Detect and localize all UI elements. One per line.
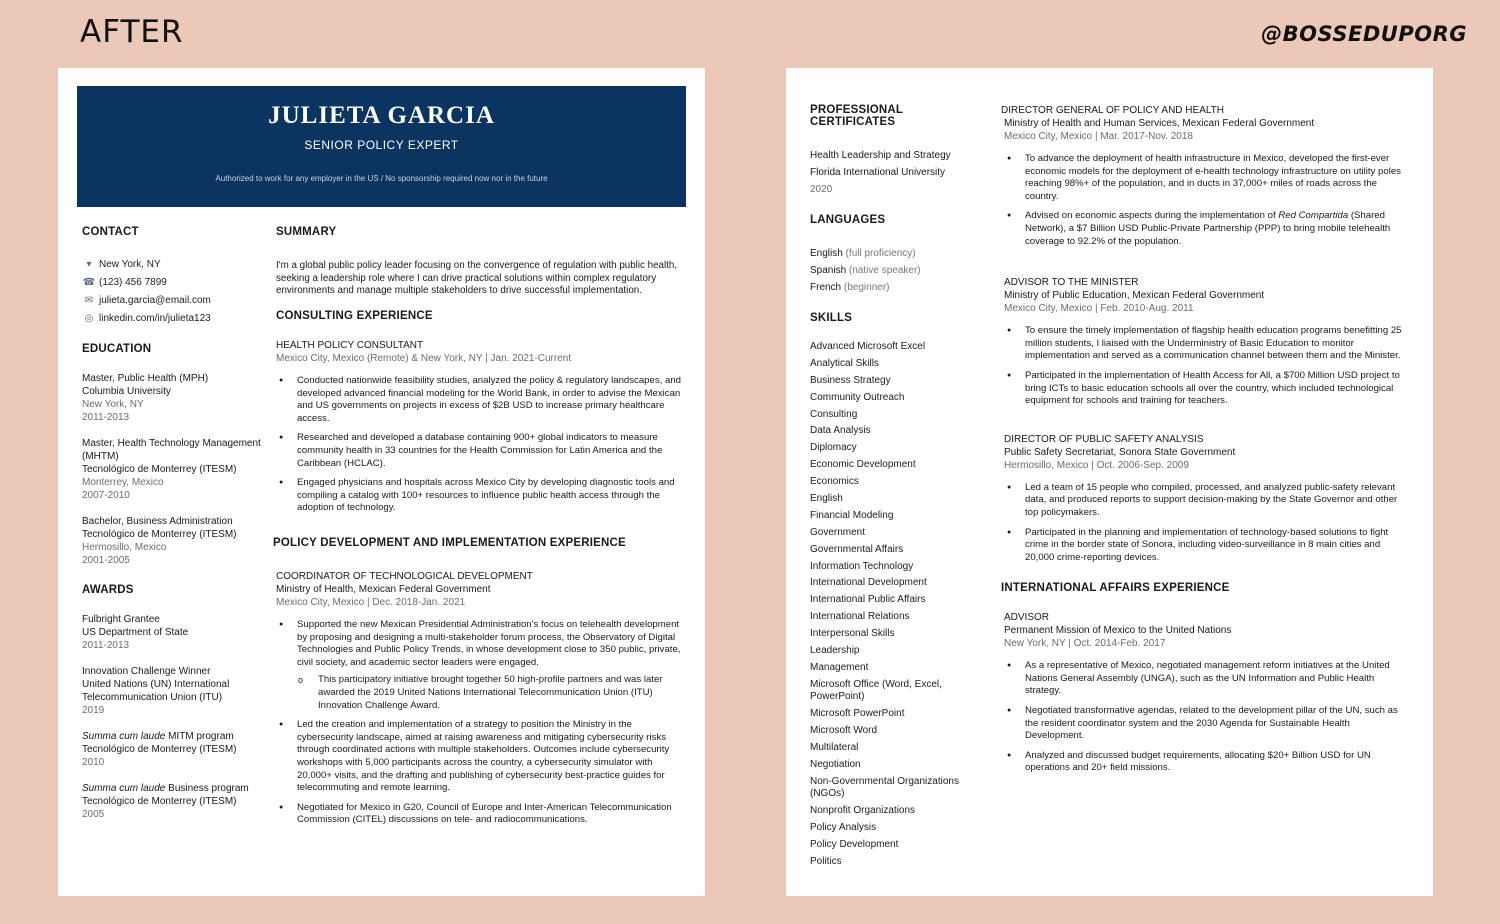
skill-item: Non-Governmental Organizations (NGOs)	[810, 775, 959, 800]
skill-item: Business Strategy	[810, 374, 891, 386]
policy-sub-bullets	[294, 674, 682, 712]
main-column	[273, 226, 682, 834]
education-item: Bachelor, Business Administration Tecnológico de Monterrey (ITESM) Hermosillo, Mexico 2001-2005	[82, 516, 237, 566]
policy-bullets-2	[276, 719, 682, 827]
bullet: ● Supported the new Mexican Presidential Administration's focus on telehealth development by proposing and designing a multi-stakeholder forum process, the Observatory of Digital Technologies and Public Policy Trends, in whose development close to 350 public, private, civil society, and academic sector leaders were engaged.	[276, 619, 682, 669]
left-column	[82, 226, 272, 834]
education-heading: EDUCATION	[82, 343, 152, 355]
skill-item: International Development	[810, 577, 927, 589]
job-bullets	[1004, 325, 1411, 408]
globe-icon: ◎	[84, 312, 94, 324]
summary-heading: SUMMARY	[276, 226, 337, 238]
job-role: ADVISOR TO THE MINISTER	[1004, 277, 1139, 289]
policy-bullets	[276, 619, 682, 669]
skill-item: Nonprofit Organizations	[810, 805, 916, 817]
education-item: Master, Public Health (MPH) Columbia University New York, NY 2011-2013	[82, 373, 209, 423]
certificate-school: Florida International University	[810, 167, 946, 178]
job-meta: Mexico City, Mexico | Mar. 2017-Nov. 2018	[1004, 131, 1193, 142]
bullet: ● As a representative of Mexico, negotiated management reform initiatives at the United Nations General Assembly (UNGA), such as the UN Information and Public Health strategy.	[1004, 660, 1411, 698]
award-item: Fulbright Grantee US Department of State 2011-2013	[82, 614, 189, 651]
bullet: ● Led the creation and implementation of a strategy to position the Ministry in the cybersecurity landscape, aimed at raising awareness and mitigating cybersecurity risks through coordinated actions with multiple stakeholders. Outcomes include cybersecurity workshops with 5,000 participants across the country, a cybersecurity simulator with 20,000+ visits, and the drafting and publishing of cybersecurity best-practice guides for telecommuting and remote learning.	[276, 719, 682, 795]
skill-item: Financial Modeling	[810, 509, 894, 521]
international-heading: INTERNATIONAL AFFAIRS EXPERIENCE	[1001, 582, 1230, 595]
mail-icon: ✉	[84, 294, 94, 306]
languages-list	[810, 245, 990, 296]
bullet: ● Advised on economic aspects during the implementation of Red Compartida (Shared Network), a $7 Billion USD Public-Private Partnership (PPP) to bring mobile telehealth coverage to 92.2% of the population.	[1004, 210, 1411, 248]
certificate-year: 2020	[810, 184, 833, 195]
summary-text: I'm a global public policy leader focusing on the convergence of regulation with public health, seeking a leadership role where I can drive practical solutions within complex regulatory environments and manage multiple stakeholders to drive successful implementation.	[276, 260, 678, 297]
bullet: ● Led a team of 15 people who compiled, processed, and analyzed public-safety relevant data, and produced reports to support decision-making by the State Governor and other top policymakers.	[1004, 482, 1411, 520]
contact-linkedin[interactable]: ◎ linkedin.com/in/julieta123	[82, 309, 272, 327]
skill-item: Community Outreach	[810, 391, 905, 403]
job-role: HEALTH POLICY CONSULTANT	[276, 340, 424, 352]
bullet: ● Researched and developed a database containing 900+ global indicators to measure community health in 33 countries for the Health Commission for Latin America and the Caribbean (HCLAC).	[276, 432, 682, 470]
skill-item: Leadership	[810, 645, 860, 657]
languages-heading: LANGUAGES	[810, 214, 886, 226]
job-meta: Mexico City, Mexico | Dec. 2018-Jan. 2021	[276, 597, 466, 609]
work-authorization: Authorized to work for any employer in the US / No sponsorship required now nor in the future	[215, 174, 548, 183]
job-org: Ministry of Public Education, Mexican Federal Government	[1004, 290, 1265, 302]
skill-item: Governmental Affairs	[810, 543, 904, 555]
language-item: French (beginner)	[810, 282, 890, 293]
skill-item: Negotiation	[810, 758, 861, 770]
education-item: Master, Health Technology Management (MHTM) Tecnológico de Monterrey (ITESM) Monterrey, Mexico 2007-2010	[82, 438, 261, 501]
consulting-heading: CONSULTING EXPERIENCE	[276, 310, 433, 323]
job-role: DIRECTOR OF PUBLIC SAFETY ANALYSIS	[1004, 433, 1204, 445]
contact-email[interactable]: ✉ julieta.garcia@email.com	[82, 291, 272, 309]
skill-item: Government	[810, 526, 866, 538]
skill-item: Policy Development	[810, 838, 899, 850]
bullet: ● Negotiated for Mexico in G20, Council of Europe and Inter-American Telecommunication Commission (CITEL) discussions on tele- and radiocommunications.	[276, 802, 682, 827]
awards-heading: AWARDS	[82, 584, 134, 596]
skill-item: Microsoft PowerPoint	[810, 708, 905, 720]
consulting-bullets	[276, 375, 682, 515]
contact-heading: CONTACT	[82, 226, 139, 238]
contact-location: ▾ New York, NY	[82, 255, 272, 273]
resume-banner	[77, 86, 686, 207]
candidate-name: JULIETA GARCIA	[268, 102, 495, 129]
job-bullets	[1004, 153, 1411, 248]
language-item: Spanish (native speaker)	[810, 265, 921, 276]
job-bullets	[1004, 482, 1411, 565]
skill-item: Interpersonal Skills	[810, 628, 895, 640]
certificates-heading: PROFESSIONAL CERTIFICATES	[810, 104, 903, 128]
bullet: ● Conducted nationwide feasibility studies, analyzed the policy & regulatory landscapes, and developed advanced financial modeling for the World Bank, in order to advise the Mexican and US governments on projects in excess of $2B USD to increase primary healthcare access.	[276, 375, 682, 425]
job-meta: Hermosillo, Mexico | Oct. 2006-Sep. 2009	[1004, 459, 1189, 471]
award-item: Innovation Challenge Winner United Nations (UN) International Telecommunication Union (ITU) 2019	[82, 666, 230, 716]
sidebar-column	[810, 104, 990, 873]
bullet: ● Participated in the planning and implementation of technology-based solutions to fight crime in the border state of Sonora, including video-surveillance in 8 main cities and 20,000 crime-reporting devices.	[1004, 527, 1411, 565]
bullet: ● Negotiated transformative agendas, related to the development pillar of the UN, such as the resident coordinator system and the 2030 Agenda for Sustainable Health Development.	[1004, 705, 1411, 743]
job-role: COORDINATOR OF TECHNOLOGICAL DEVELOPMENT	[276, 571, 533, 583]
skill-item: Policy Analysis	[810, 822, 877, 834]
job-org: Permanent Mission of Mexico to the United Nations	[1004, 625, 1232, 637]
job-bullets	[1004, 660, 1411, 775]
candidate-title: SENIOR POLICY EXPERT	[304, 138, 459, 152]
skill-item: Microsoft Office (Word, Excel, PowerPoint)	[810, 678, 942, 703]
skill-item: International Relations	[810, 611, 910, 623]
skill-item: Consulting	[810, 408, 858, 420]
skill-item: Advanced Microsoft Excel	[810, 341, 926, 352]
skill-item: Microsoft Word	[810, 725, 878, 737]
language-item: English (full proficiency)	[810, 248, 916, 259]
skill-item: Multilateral	[810, 741, 859, 753]
skill-item: Data Analysis	[810, 425, 871, 437]
job-org: Ministry of Health and Human Services, Mexican Federal Government	[1004, 118, 1315, 129]
job-meta: Mexico City, Mexico (Remote) & New York, NY | Jan. 2021-Current	[276, 353, 572, 365]
experience-column	[1001, 104, 1411, 782]
skill-item: Management	[810, 661, 869, 673]
sub-bullet: o This participatory initiative brought together 50 high-profile partners and was later awarded the 2019 United Nations International Telecommunication Union (ITU) Innovation Challenge Award.	[294, 674, 682, 712]
policy-heading: POLICY DEVELOPMENT AND IMPLEMENTATION EXPERIENCE	[273, 537, 626, 550]
award-item: Summa cum laude Business program Tecnológico de Monterrey (ITESM) 2005	[82, 783, 249, 820]
job-org: Public Safety Secretariat, Sonora State Government	[1004, 446, 1236, 458]
resume-page-2	[786, 68, 1433, 896]
award-item: Summa cum laude MITM program Tecnológico de Monterrey (ITESM) 2010	[82, 731, 237, 768]
job-org: Ministry of Health, Mexican Federal Government	[276, 584, 491, 596]
bullet: ● Analyzed and discussed budget requirements, allocating $20+ Billion USD for UN operations and 20+ field missions.	[1004, 750, 1411, 775]
skill-item: International Public Affairs	[810, 594, 926, 606]
bullet: ● To ensure the timely implementation of flagship health education programs benefitting 25 million students, I liaised with the Underministry of Basic Education to monitor implementation and served as a communication channel between them and the Minister.	[1004, 325, 1411, 363]
skills-list	[810, 341, 970, 868]
bullet: ● Participated in the implementation of Health Access for All, a $700 Million USD project to bring ICTs to basic education schools all over the country, which included technological equipment for schools and training for teachers.	[1004, 370, 1411, 408]
job-role: ADVISOR	[1004, 612, 1050, 624]
contact-phone: ☎ (123) 456 7899	[82, 276, 167, 288]
job-meta: New York, NY | Oct. 2014-Feb. 2017	[1004, 638, 1166, 650]
skill-item: Politics	[810, 855, 842, 867]
job-role: DIRECTOR GENERAL OF POLICY AND HEALTH	[1001, 105, 1225, 116]
skill-item: Information Technology	[810, 560, 914, 572]
certificate-name: Health Leadership and Strategy	[810, 150, 951, 161]
skill-item: Analytical Skills	[810, 357, 879, 369]
skill-item: Economic Development	[810, 459, 916, 471]
skill-item: English	[810, 493, 843, 505]
after-label: AFTER	[80, 14, 184, 50]
social-handle: @BOSSEDUPORG	[1261, 22, 1467, 46]
resume-page-1	[58, 68, 705, 896]
location-pin-icon: ▾	[86, 258, 92, 270]
job-meta: Mexico City, Mexico | Feb. 2010-Aug. 2011	[1004, 303, 1194, 315]
skill-item: Diplomacy	[810, 442, 857, 454]
skill-item: Economics	[810, 476, 859, 488]
bullet: ● To advance the deployment of health infrastructure in Mexico, developed the first-ever economic models for the deployment of e-health technology infrastructure on utility poles reaching 98%+ of the population, and in ducts in 37,000+ miles of roads across the country.	[1004, 153, 1411, 203]
phone-icon: ☎	[82, 276, 96, 288]
bullet: ● Engaged physicians and hospitals across Mexico City by developing diagnostic tools and compiling a catalog with 100+ resources to influence public health access through the adoption of technology.	[276, 477, 682, 515]
skills-heading: SKILLS	[810, 312, 853, 324]
